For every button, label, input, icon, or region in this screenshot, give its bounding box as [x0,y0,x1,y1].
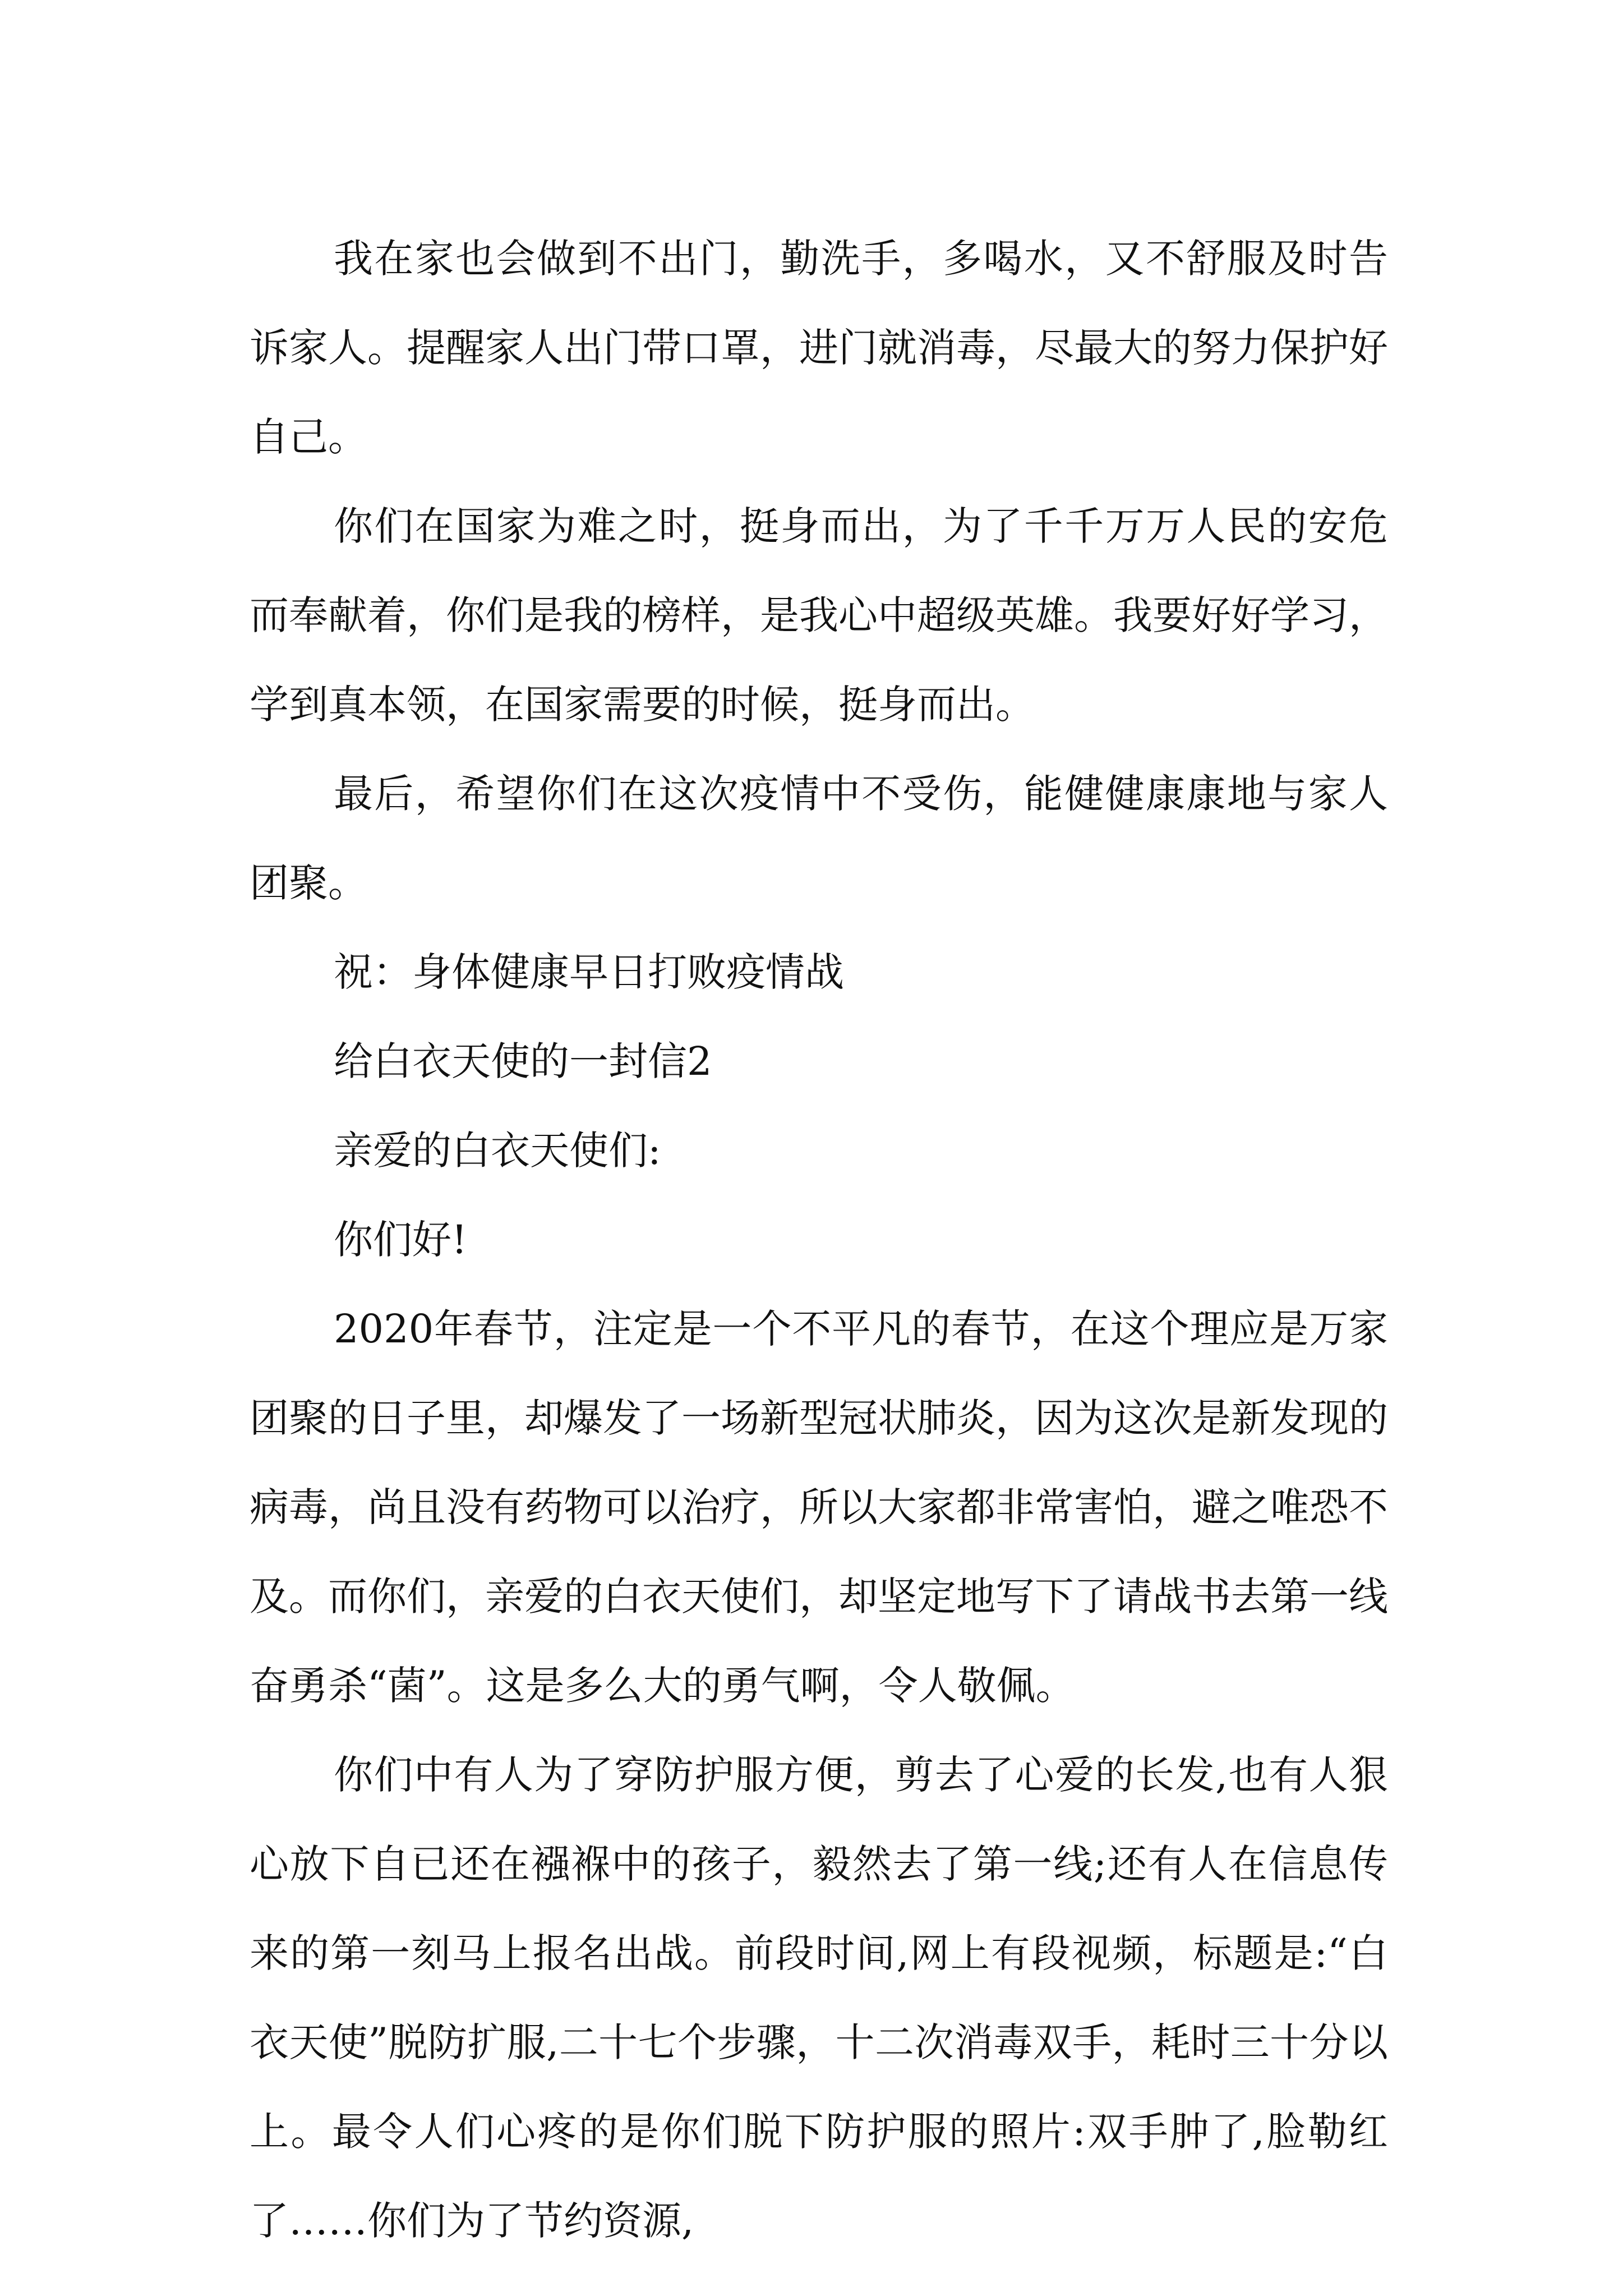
paragraph-stay-home: 我在家也会做到不出门，勤洗手，多喝水，又不舒服及时告诉家人。提醒家人出门带口罩，进门就消毒，尽最大的努力保护好自己。 [250,236,1388,460]
letter-title: 给白衣天使的一封信2 [334,1038,712,1084]
letter-salutation: 亲爱的白衣天使们: [334,1128,661,1174]
paragraph-closing-wish: 最后，希望你们在这次疫情中不受伤，能健健康康地与家人团聚。 [250,771,1388,906]
letter-body [250,214,1388,2266]
paragraph-spring-festival: 2020年春节，注定是一个不平凡的春节，在这个理应是万家团聚的日子里，却爆发了一场新型冠状肺炎，因为这次是新发现的病毒，尚且没有药物可以治疗，所以大家都非常害怕，避之唯恐不及。而你们，亲爱的白衣天使们，却坚定地写下了请战书去第一线奋勇杀“菌”。这是多么大的勇气啊，令人敬佩。 [250,1306,1388,1709]
letter-greeting: 你们好! [334,1217,468,1263]
paragraph-blessing: 祝：身体健康早日打败疫情战 [334,949,844,995]
paragraph-heroes: 你们在国家为难之时，挺身而出，为了千千万万人民的安危而奉献着，你们是我的榜样，是我心中超级英雄。我要好好学习，学到真本领，在国家需要的时候，挺身而出。 [250,503,1388,728]
paragraph-sacrifices: 你们中有人为了穿防护服方便，剪去了心爱的长发,也有人狠心放下自已还在襁褓中的孩子，毅然去了第一线;还有人在信息传来的第一刻马上报名出战。前段时间,网上有段视频，标题是:“白衣天使”脱防扩服,二十七个步骤，十二次消毒双手，耗时三十分以上。最令人们心疼的是你们脱下防护服的照片:双手肿了,脸勒红了……你们为了节约资源, [250,1752,1388,2244]
